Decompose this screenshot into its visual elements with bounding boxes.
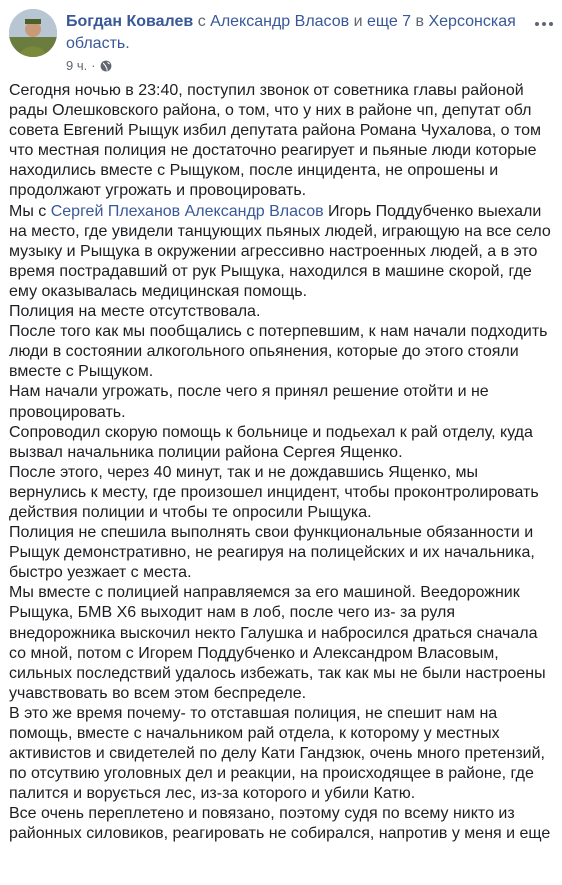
with-word: с: [193, 13, 211, 30]
post-line: совета Евгений Рыщук избил депутата района Романа Чухалова, о том: [9, 122, 542, 140]
post-line: вызвал начальника полиции района Сергея Ященко.: [9, 443, 403, 461]
post-line-with-tags: [9, 202, 557, 222]
avatar-photo: [9, 9, 57, 57]
post-line: палится и ворується лес, из-за которого и убили Катю.: [9, 785, 416, 803]
tag-prefix: Мы с: [9, 202, 51, 220]
post-line: Сопроводил скорую помощь к больнице и подьехал к рай отделу, куда: [9, 423, 533, 441]
tag-aleksandr-vlasov[interactable]: Александр Власов: [184, 202, 324, 220]
post-line: что местная полиция не достаточно реагирует и пьяные люди которые: [9, 142, 537, 160]
tag-suffix: Игорь Поддубченко выехали: [323, 202, 542, 220]
post-line: После этого, через 40 минут, так и не дождавшись Ященко, мы: [9, 463, 478, 481]
globe-icon[interactable]: [100, 60, 112, 72]
tagged-person-link[interactable]: Александр Власов: [210, 13, 350, 30]
avatar[interactable]: [9, 9, 57, 57]
post-line: районных силовиков, реагировать не собирался, напротив у меня и еще: [9, 825, 551, 843]
post-line: на место, где увидели танцующих пьяных людей, играющую на все село: [9, 222, 551, 240]
post-line: внедорожника выскочил некто Галушка и набросился драться сначала: [9, 624, 538, 642]
post-line: Нам начали угрожать, после чего я принял решение отойти и не: [9, 383, 489, 401]
post-line: со мной, потом с Игорем Поддубченко и Александром Власовым,: [9, 644, 499, 662]
others-link[interactable]: еще 7: [366, 13, 412, 30]
post-line: рады Олешковского района, о том, что у них в районе чп, депутат обл: [9, 102, 532, 120]
post-line: После того как мы пообщались с потерпевшим, к нам начали подходить: [9, 323, 548, 341]
post-header: [0, 0, 562, 80]
post-line: Полиция не спешила выполнять свои функциональные обязанности и: [9, 524, 534, 542]
author-name[interactable]: Богдан Ковалев: [66, 13, 194, 30]
post-line: по отсутвию уголовных дел и реакции, на происходящее в районе, где: [9, 765, 534, 783]
post-line: провоцировать.: [9, 403, 126, 421]
post-text: [9, 81, 557, 845]
post-meta: [66, 58, 112, 74]
post-line: Рыщука, БМВ Х6 выходит нам в лоб, после чего из- за руля: [9, 604, 456, 622]
post-line: учавствовать во всем этом беспределе.: [9, 684, 307, 702]
meta-separator: ·: [91, 58, 96, 73]
post-line: люди в состоянии алкогольного опьянения, которые до этого стояли: [9, 343, 519, 361]
location-line2: область.: [66, 35, 130, 52]
post-line: находились вместе с Рыщуком, после инцидента, не опрошены и: [9, 162, 499, 180]
post-line: ему оказывалась медицинская помощь.: [9, 282, 308, 300]
post-line: музыку и Рыщука в окружении агрессивно настроенных людей, а в это: [9, 242, 538, 260]
post-line: сильных последствий удалось избежать, так как мы не были настроены: [9, 664, 546, 682]
post-line: вернулись к месту, где произошел инцидент, чтобы проконтролировать: [9, 483, 539, 501]
post-line: продолжают угрожать и провоцировать.: [9, 182, 307, 200]
post-line: Полиция на месте отсутствовала.: [9, 303, 261, 321]
post-line: Все очень переплетено и повязано, поэтому судя по всему никто из: [9, 805, 515, 823]
post-line: активистов и свидетелей по делу Кати Гандзюк, очень много претензий,: [9, 745, 545, 763]
tag-sergey-plekhanov[interactable]: Сергей Плеханов: [50, 202, 181, 220]
post-line: Мы вместе с полицией направляемся за его машиной. Веедорожник: [9, 584, 520, 602]
post-line: быстро уезжает с места.: [9, 564, 192, 582]
in-word: в: [411, 13, 429, 30]
post-title: [66, 11, 516, 55]
location-line1: Херсонская: [428, 13, 516, 30]
more-options-icon[interactable]: [532, 14, 556, 34]
post-line: В это же время почему- то отставшая полиция, не спешит нам на: [9, 704, 498, 722]
and-word: и: [349, 13, 367, 30]
post-line: Сегодня ночью в 23:40, поступил звонок от советника главы районой: [9, 82, 524, 99]
post-line: помощь, вместе с начальником рай отдела, к которому у местных: [9, 725, 500, 742]
post-line: действия полиции и чтобы те опросили Рыщука.: [9, 503, 372, 521]
post-line: вместе с Рыщуком.: [9, 363, 154, 381]
post-line: время пострадавший от рук Рыщука, находился в машине скорой, где: [9, 262, 532, 280]
post-line: Рыщук демонстративно, не реагируя на полицейских и их начальника,: [9, 544, 535, 562]
post-time[interactable]: 9 ч.: [66, 58, 88, 73]
